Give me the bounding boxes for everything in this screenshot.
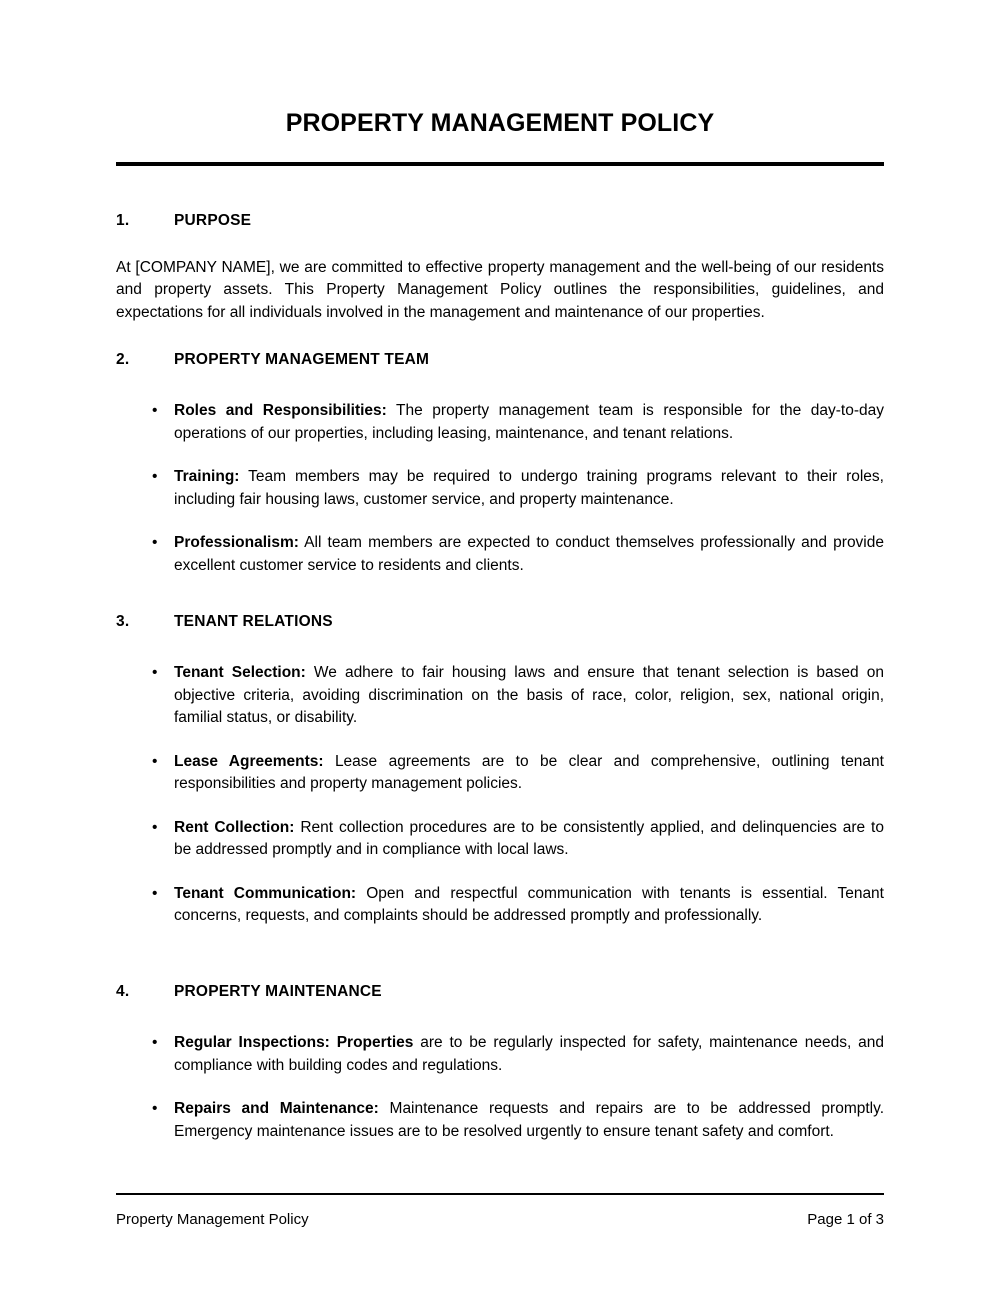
list-item-text: Lease agreements are to be clear and comprehensive, outlining tenant responsibilities and property management policies. bbox=[174, 752, 884, 793]
list-item-label: Repairs and Maintenance: bbox=[174, 1100, 379, 1118]
spacer bbox=[116, 577, 884, 613]
list-item-label: Roles and Responsibilities: bbox=[174, 402, 387, 420]
spacer bbox=[116, 1001, 884, 1032]
list-item-label: Training: bbox=[174, 468, 240, 486]
section-title: PROPERTY MAINTENANCE bbox=[174, 983, 382, 1001]
list-item-text: Rent collection procedures are to be consistently applied, and delinquencies are to be addressed promptly and in compliance with local laws. bbox=[174, 818, 884, 859]
list-item-text: Open and respectful communication with tenants is essential. Tenant concerns, requests, and complaints should be addressed promptly and professionally. bbox=[174, 884, 884, 924]
spacer bbox=[116, 631, 884, 662]
list-item-label: Lease Agreements: bbox=[174, 752, 324, 770]
bullet-icon: • bbox=[152, 664, 158, 682]
list-item-label: Regular Inspections: Properties bbox=[174, 1034, 414, 1052]
list-item-text: The property management team is responsible for the day-to-day operations of our properties, including leasing, maintenance, and tenant relations. bbox=[174, 402, 885, 442]
page-title: PROPERTY MANAGEMENT POLICY bbox=[285, 109, 715, 137]
footer-document-name: Property Management Policy bbox=[116, 1211, 309, 1228]
document-content bbox=[116, 0, 884, 1143]
bullet-icon: • bbox=[152, 534, 158, 552]
bullet-icon: • bbox=[152, 1034, 158, 1052]
list-item bbox=[116, 751, 884, 796]
bullet-icon: • bbox=[152, 818, 158, 836]
list-item-text: All team members are expected to conduct themselves professionally and provide excellent customer service to residents and clients. bbox=[174, 534, 884, 574]
footer-page-number: Page 1 of 3 bbox=[807, 1211, 884, 1228]
section-heading-property-management-team bbox=[116, 351, 884, 369]
section-number: 1. bbox=[116, 212, 130, 229]
bullet-icon: • bbox=[152, 1100, 158, 1118]
spacer bbox=[116, 927, 884, 983]
list-item-label: Professionalism: bbox=[174, 534, 299, 552]
bullet-list-tenant-relations bbox=[116, 662, 884, 927]
section-title: PURPOSE bbox=[174, 212, 252, 229]
bullet-list-property-management-team bbox=[116, 400, 884, 577]
spacer bbox=[116, 230, 884, 257]
section-number: 4. bbox=[116, 983, 130, 1001]
list-item-text: We adhere to fair housing laws and ensure that tenant selection is based on objective criteria, avoiding discrimination on the basis of race, color, religion, sex, national origin, familial status, or disability. bbox=[174, 664, 884, 727]
page-footer bbox=[116, 1193, 884, 1228]
spacer bbox=[116, 166, 884, 212]
footer-divider bbox=[116, 1193, 884, 1195]
bullet-list-property-maintenance bbox=[116, 1032, 884, 1143]
spacer bbox=[116, 324, 884, 351]
list-item-text: are to be regularly inspected for safety, maintenance needs, and compliance with building codes and regulations. bbox=[174, 1034, 884, 1074]
purpose-paragraph: At [COMPANY NAME], we are committed to effective property management and the well-being of our residents and property assets. This Property Management Policy outlines the responsibilities, guidelines, and expectations for all individuals involved in the management and maintenance of our properties. bbox=[116, 259, 884, 321]
list-item bbox=[116, 400, 884, 445]
list-item bbox=[116, 1032, 884, 1077]
list-item bbox=[116, 883, 884, 928]
spacer bbox=[116, 369, 884, 400]
list-item-text: Maintenance requests and repairs are to be addressed promptly. Emergency maintenance issues are to be resolved urgently to ensure tenant safety and comfort. bbox=[174, 1100, 885, 1140]
bullet-icon: • bbox=[152, 402, 158, 420]
bullet-icon: • bbox=[152, 884, 158, 902]
section-title: TENANT RELATIONS bbox=[174, 613, 333, 631]
section-number: 3. bbox=[116, 613, 130, 631]
list-item bbox=[116, 466, 884, 511]
footer-row bbox=[116, 1211, 884, 1228]
list-item-label: Rent Collection: bbox=[174, 818, 295, 836]
bullet-icon: • bbox=[152, 468, 158, 486]
section-title: PROPERTY MANAGEMENT TEAM bbox=[174, 351, 430, 369]
list-item-label: Tenant Communication: bbox=[174, 884, 357, 902]
section-heading-purpose bbox=[116, 212, 884, 230]
list-item-label: Tenant Selection: bbox=[174, 664, 306, 682]
list-item-text: Team members may be required to undergo training programs relevant to their roles, including fair housing laws, customer service, and property maintenance. bbox=[174, 468, 884, 508]
list-item bbox=[116, 532, 884, 577]
section-heading-property-maintenance bbox=[116, 983, 884, 1001]
bullet-icon: • bbox=[152, 752, 158, 770]
list-item bbox=[116, 1098, 884, 1143]
section-heading-tenant-relations bbox=[116, 613, 884, 631]
list-item bbox=[116, 817, 884, 862]
section-number: 2. bbox=[116, 351, 130, 369]
list-item bbox=[116, 662, 884, 729]
